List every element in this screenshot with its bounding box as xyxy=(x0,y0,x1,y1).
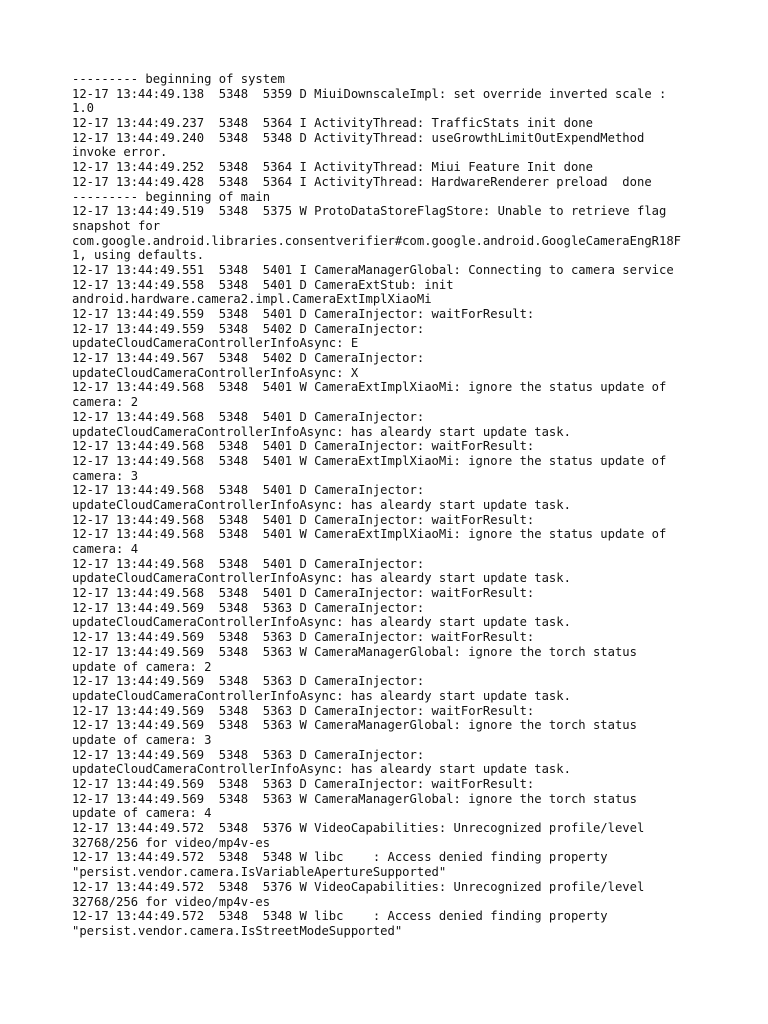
log-line: 12-17 13:44:49.568 5348 5401 D CameraInjector: xyxy=(72,556,425,571)
log-line: updateCloudCameraControllerInfoAsync: has aleardy start update task. xyxy=(72,688,571,703)
log-line: updateCloudCameraControllerInfoAsync: has aleardy start update task. xyxy=(72,571,571,586)
log-line: 12-17 13:44:49.569 5348 5363 D CameraInjector: xyxy=(72,747,425,762)
log-line: com.google.android.libraries.consentverifier#com.google.android.GoogleCameraEngR18F xyxy=(72,233,682,248)
log-line: 12-17 13:44:49.568 5348 5401 D CameraInjector: waitForResult: xyxy=(72,586,535,601)
log-line: 1, using defaults. xyxy=(72,248,205,263)
log-line: update of camera: 4 xyxy=(72,806,212,821)
log-line: android.hardware.camera2.impl.CameraExtImplXiaoMi xyxy=(72,292,432,307)
log-line: 12-17 13:44:49.568 5348 5401 D CameraInjector: waitForResult: xyxy=(72,512,535,527)
log-line: 12-17 13:44:49.572 5348 5348 W libc : Access denied finding property xyxy=(72,909,608,924)
log-line: 12-17 13:44:49.568 5348 5401 D CameraInjector: waitForResult: xyxy=(72,439,535,454)
log-line: 12-17 13:44:49.569 5348 5363 W CameraManagerGlobal: ignore the torch status xyxy=(72,718,637,733)
log-line: 12-17 13:44:49.568 5348 5401 D CameraInjector: xyxy=(72,483,425,498)
log-line: 12-17 13:44:49.559 5348 5401 D CameraInjector: waitForResult: xyxy=(72,307,535,321)
log-line: camera: 3 xyxy=(72,468,139,483)
log-line: 12-17 13:44:49.572 5348 5376 W VideoCapabilities: Unrecognized profile/level xyxy=(72,821,645,836)
log-line: updateCloudCameraControllerInfoAsync: has aleardy start update task. xyxy=(72,497,571,512)
log-line: camera: 2 xyxy=(72,395,139,410)
log-line: 12-17 13:44:49.568 5348 5401 W CameraExtImplXiaoMi: ignore the status update of xyxy=(72,380,667,395)
log-line: 12-17 13:44:49.569 5348 5363 D CameraInjector: xyxy=(72,600,425,615)
log-line: 12-17 13:44:49.568 5348 5401 D CameraInjector: xyxy=(72,409,425,424)
log-line: 32768/256 for video/mp4v-es xyxy=(72,835,271,850)
log-line: update of camera: 3 xyxy=(72,732,212,747)
log-line: "persist.vendor.camera.IsVariableApertureSupported" xyxy=(72,865,447,880)
log-line: 32768/256 for video/mp4v-es xyxy=(72,894,271,909)
log-line: update of camera: 2 xyxy=(72,659,212,674)
log-line: 12-17 13:44:49.572 5348 5376 W VideoCapabilities: Unrecognized profile/level xyxy=(72,879,645,894)
log-line: 12-17 13:44:49.569 5348 5363 W CameraManagerGlobal: ignore the torch status xyxy=(72,791,637,806)
log-line: "persist.vendor.camera.IsStreetModeSupported" xyxy=(72,923,403,938)
log-line: 12-17 13:44:49.252 5348 5364 I ActivityThread: Miui Feature Init done xyxy=(72,160,593,175)
log-line: 12-17 13:44:49.572 5348 5348 W libc : Access denied finding property xyxy=(72,850,608,865)
log-line: 12-17 13:44:49.428 5348 5364 I ActivityThread: HardwareRenderer preload done xyxy=(72,174,652,189)
log-line: 12-17 13:44:49.569 5348 5363 D CameraInjector: xyxy=(72,674,425,689)
log-line: 12-17 13:44:49.519 5348 5375 W ProtoDataStoreFlagStore: Unable to retrieve flag xyxy=(72,204,667,219)
log-line: 12-17 13:44:49.568 5348 5401 W CameraExtImplXiaoMi: ignore the status update of xyxy=(72,527,667,542)
log-line: --------- beginning of main xyxy=(72,189,271,204)
log-line: 12-17 13:44:49.558 5348 5401 D CameraExtStub: init xyxy=(72,277,454,292)
log-line: 12-17 13:44:49.567 5348 5402 D CameraInjector: xyxy=(72,351,425,366)
log-line: 12-17 13:44:49.569 5348 5363 W CameraManagerGlobal: ignore the torch status xyxy=(72,644,637,659)
log-line: 12-17 13:44:49.569 5348 5363 D CameraInjector: waitForResult: xyxy=(72,777,535,791)
log-line: updateCloudCameraControllerInfoAsync: X xyxy=(72,365,359,380)
log-line: snapshot for xyxy=(72,218,161,233)
log-line: --------- beginning of system xyxy=(72,72,285,86)
log-document xyxy=(72,72,696,939)
log-line: updateCloudCameraControllerInfoAsync: has aleardy start update task. xyxy=(72,424,571,439)
log-line: updateCloudCameraControllerInfoAsync: has aleardy start update task. xyxy=(72,615,571,630)
log-line: 12-17 13:44:49.240 5348 5348 D ActivityThread: useGrowthLimitOutExpendMethod xyxy=(72,130,645,145)
log-line: 12-17 13:44:49.551 5348 5401 I CameraManagerGlobal: Connecting to camera service xyxy=(72,262,674,277)
log-line: 12-17 13:44:49.559 5348 5402 D CameraInjector: xyxy=(72,321,425,336)
log-line: 12-17 13:44:49.568 5348 5401 W CameraExtImplXiaoMi: ignore the status update of xyxy=(72,453,667,468)
log-line: 12-17 13:44:49.569 5348 5363 D CameraInjector: waitForResult: xyxy=(72,703,535,718)
log-line: updateCloudCameraControllerInfoAsync: E xyxy=(72,336,359,351)
log-line: 12-17 13:44:49.138 5348 5359 D MiuiDownscaleImpl: set override inverted scale : xyxy=(72,86,667,101)
log-line: 12-17 13:44:49.569 5348 5363 D CameraInjector: waitForResult: xyxy=(72,630,535,645)
log-line: invoke error. xyxy=(72,145,168,160)
log-line: camera: 4 xyxy=(72,542,139,556)
log-line: updateCloudCameraControllerInfoAsync: has aleardy start update task. xyxy=(72,762,571,777)
log-line: 1.0 xyxy=(72,101,95,116)
log-line: 12-17 13:44:49.237 5348 5364 I ActivityThread: TrafficStats init done xyxy=(72,116,593,131)
